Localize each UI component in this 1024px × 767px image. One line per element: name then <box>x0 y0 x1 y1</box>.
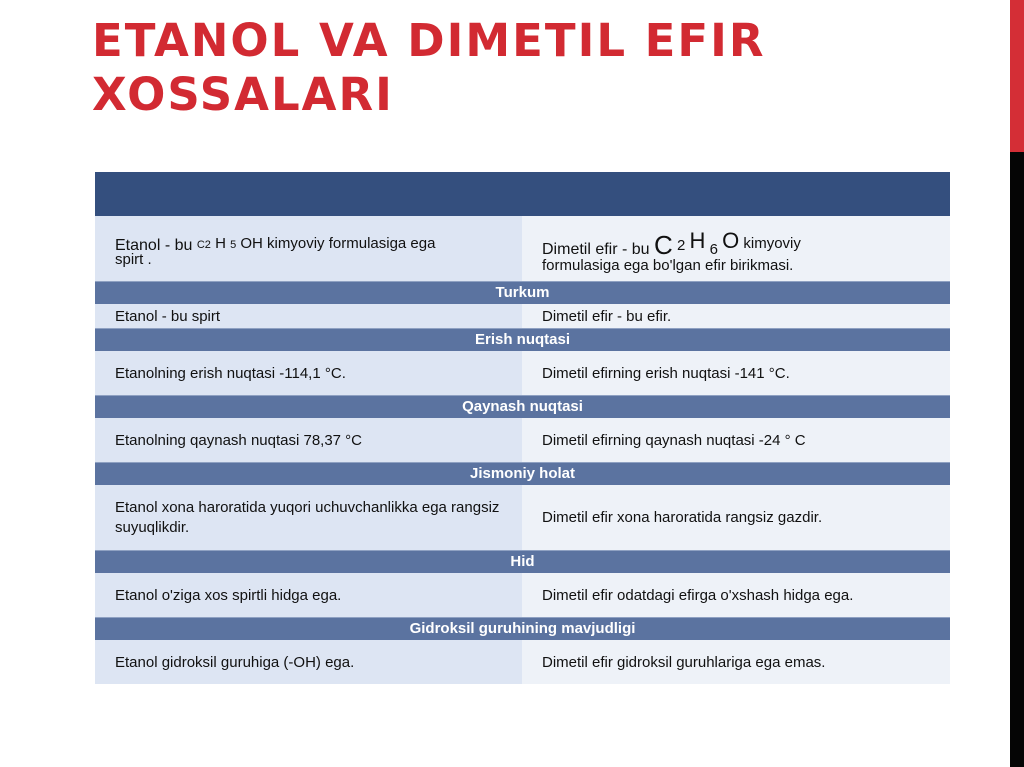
text: Dimetil efir - bu <box>542 241 655 258</box>
text: kimyoviy <box>743 235 801 252</box>
section-header-hid: Hid <box>95 550 950 573</box>
ether-cell: Dimetil efir odatdagi efirga o'xshash hidga ega. <box>522 573 950 617</box>
table-row-intro <box>95 216 950 281</box>
section-header-qaynash: Qaynash nuqtasi <box>95 395 950 418</box>
slide-title: ETANOL VA DIMETIL EFIR XOSSALARI <box>92 14 766 121</box>
table-row <box>95 418 950 462</box>
ether-intro <box>522 216 950 281</box>
formula-c: C <box>196 238 205 251</box>
ether-cell: Dimetil efir xona haroratida rangsiz gazdir. <box>522 485 950 550</box>
ether-cell: Dimetil efirning erish nuqtasi -141 °C. <box>522 351 950 395</box>
text: spirt . <box>115 250 152 268</box>
formula-h: H <box>215 234 226 252</box>
ethanol-cell: Etanolning erish nuqtasi -114,1 °C. <box>95 351 522 395</box>
ethanol-cell: Etanol - bu spirt <box>95 304 522 328</box>
formula-h: H <box>689 228 706 253</box>
ether-cell: Dimetil efirning qaynash nuqtasi -24 ° C <box>522 418 950 462</box>
table-row <box>95 640 950 684</box>
section-header-jismoniy: Jismoniy holat <box>95 462 950 485</box>
table-header <box>95 172 950 216</box>
formula-o: O <box>722 228 740 253</box>
formula-h-sub: 5 <box>230 238 237 251</box>
accent-bar-red <box>1010 0 1024 152</box>
formula-c-sub: 2 <box>204 238 211 251</box>
table-row <box>95 351 950 395</box>
ethanol-cell: Etanolning qaynash nuqtasi 78,37 °C <box>95 418 522 462</box>
text: Etanol - bu <box>115 236 197 254</box>
section-header-erish: Erish nuqtasi <box>95 328 950 351</box>
table-row <box>95 485 950 550</box>
ethanol-cell: Etanol xona haroratida yuqori uchuvchanlikka ega rangsiz suyuqlikdir. <box>95 485 522 550</box>
formula-c-sub: 2 <box>676 237 686 254</box>
ethanol-cell: Etanol gidroksil guruhiga (-OH) ega. <box>95 640 522 684</box>
formula-h-sub: 6 <box>709 241 718 258</box>
section-header-turkum: Turkum <box>95 281 950 304</box>
comparison-table <box>95 172 950 684</box>
ethanol-intro <box>95 216 522 281</box>
ether-cell: Dimetil efir gidroksil guruhlariga ega emas. <box>522 640 950 684</box>
section-header-gidroksil: Gidroksil guruhining mavjudligi <box>95 617 950 640</box>
table-row <box>95 304 950 328</box>
formula-c: C <box>654 230 673 260</box>
ether-cell: Dimetil efir - bu efir. <box>522 304 950 328</box>
text: OH kimyoviy formulasiga ega <box>240 234 436 252</box>
table-row <box>95 573 950 617</box>
accent-bar-black <box>1010 152 1024 767</box>
text: formulasiga ega bo'lgan efir birikmasi. <box>542 257 794 274</box>
ethanol-cell: Etanol o'ziga xos spirtli hidga ega. <box>95 573 522 617</box>
